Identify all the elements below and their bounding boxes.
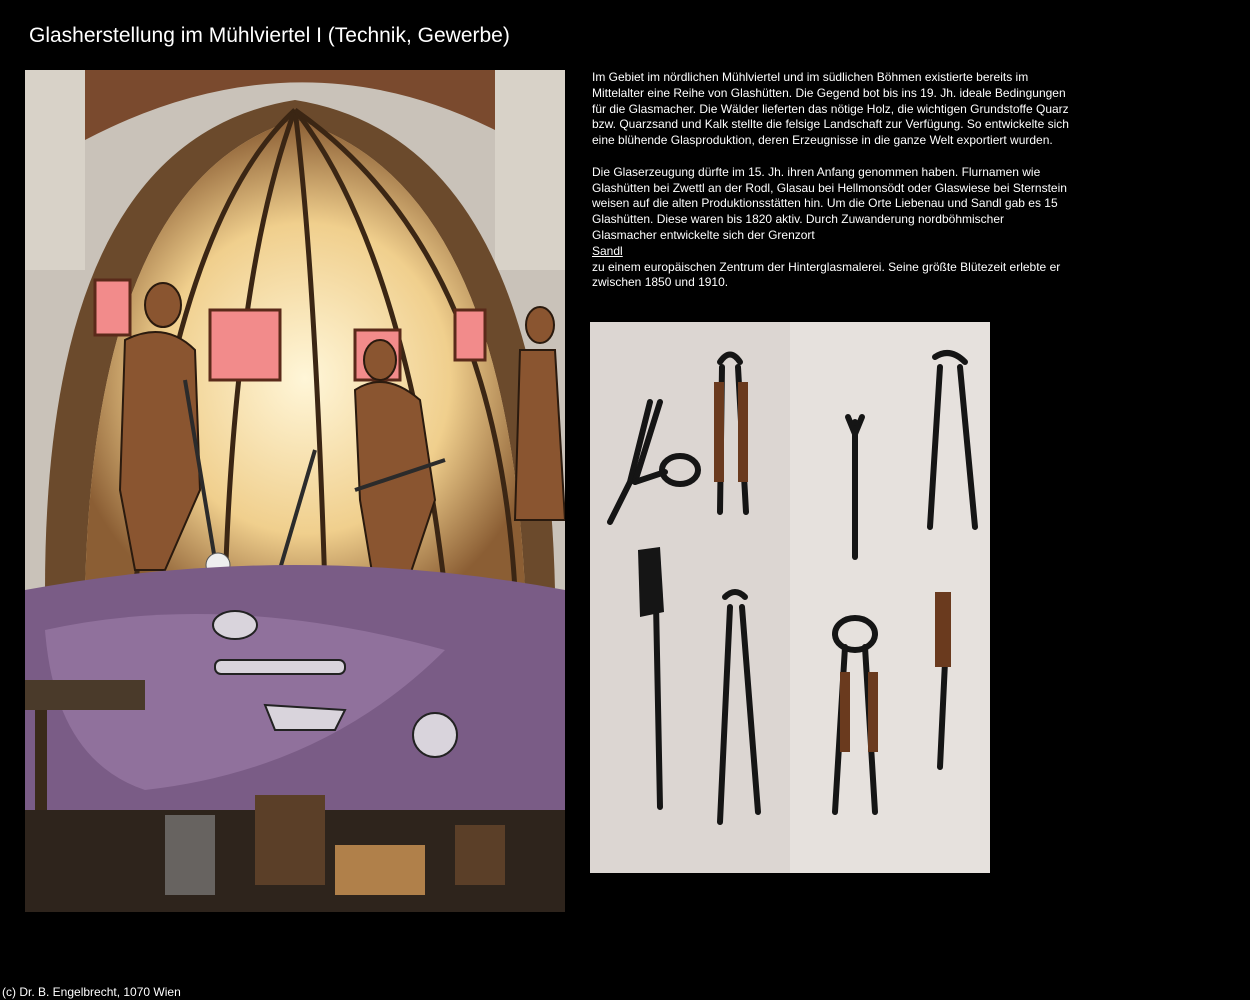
sandl-link[interactable]: Sandl: [592, 243, 623, 258]
page-title: Glasherstellung im Mühlviertel I (Technik, Gewerbe): [29, 24, 510, 47]
glassmaking-mural-photo: [25, 70, 565, 912]
paragraph-history: [592, 165, 1072, 291]
glassmaking-tools-photo: [590, 322, 990, 873]
paragraph-intro: Im Gebiet im nördlichen Mühlviertel und im südlichen Böhmen existierte bereits im Mittelalter eine Reihe von Glashütten. Die Gegend bot bis ins 19. Jh. ideale Bedingungen für die Glasmacher. Die Wälder lieferten das nötige Holz, die wichtigen Grundstoffe Quarz bzw. Quarzsand und Kalk stellte die felsige Landschaft zur Verfügung. So entwickelte sich eine blühende Glasproduktion, deren Erzeugnisse in die ganze Welt exportiert wurden.: [592, 70, 1069, 148]
paragraph-history-continuation: zu einem europäischen Zentrum der Hinterglasmalerei. Seine größte Blütezeit erlebte er zwischen 1850 und 1910.: [592, 259, 1061, 290]
paragraph-history-text: Die Glaserzeugung dürfte im 15. Jh. ihren Anfang genommen haben. Flurnamen wie Glashütten bei Zwettl an der Rodl, Glasau bei Hellmonsödt oder Glaswiese bei Sternstein weisen auf die alten Produktionsstätten hin. Um die Orte Liebenau und Sandl gab es 15 Glashütten. Diese waren bis 1820 aktiv. Durch Zuwanderung nordböhmischer Glasmacher entwickelte sich der Grenzort: [592, 164, 1067, 242]
description-text: [592, 70, 1072, 291]
copyright-footer: (c) Dr. B. Engelbrecht, 1070 Wien: [2, 985, 181, 999]
